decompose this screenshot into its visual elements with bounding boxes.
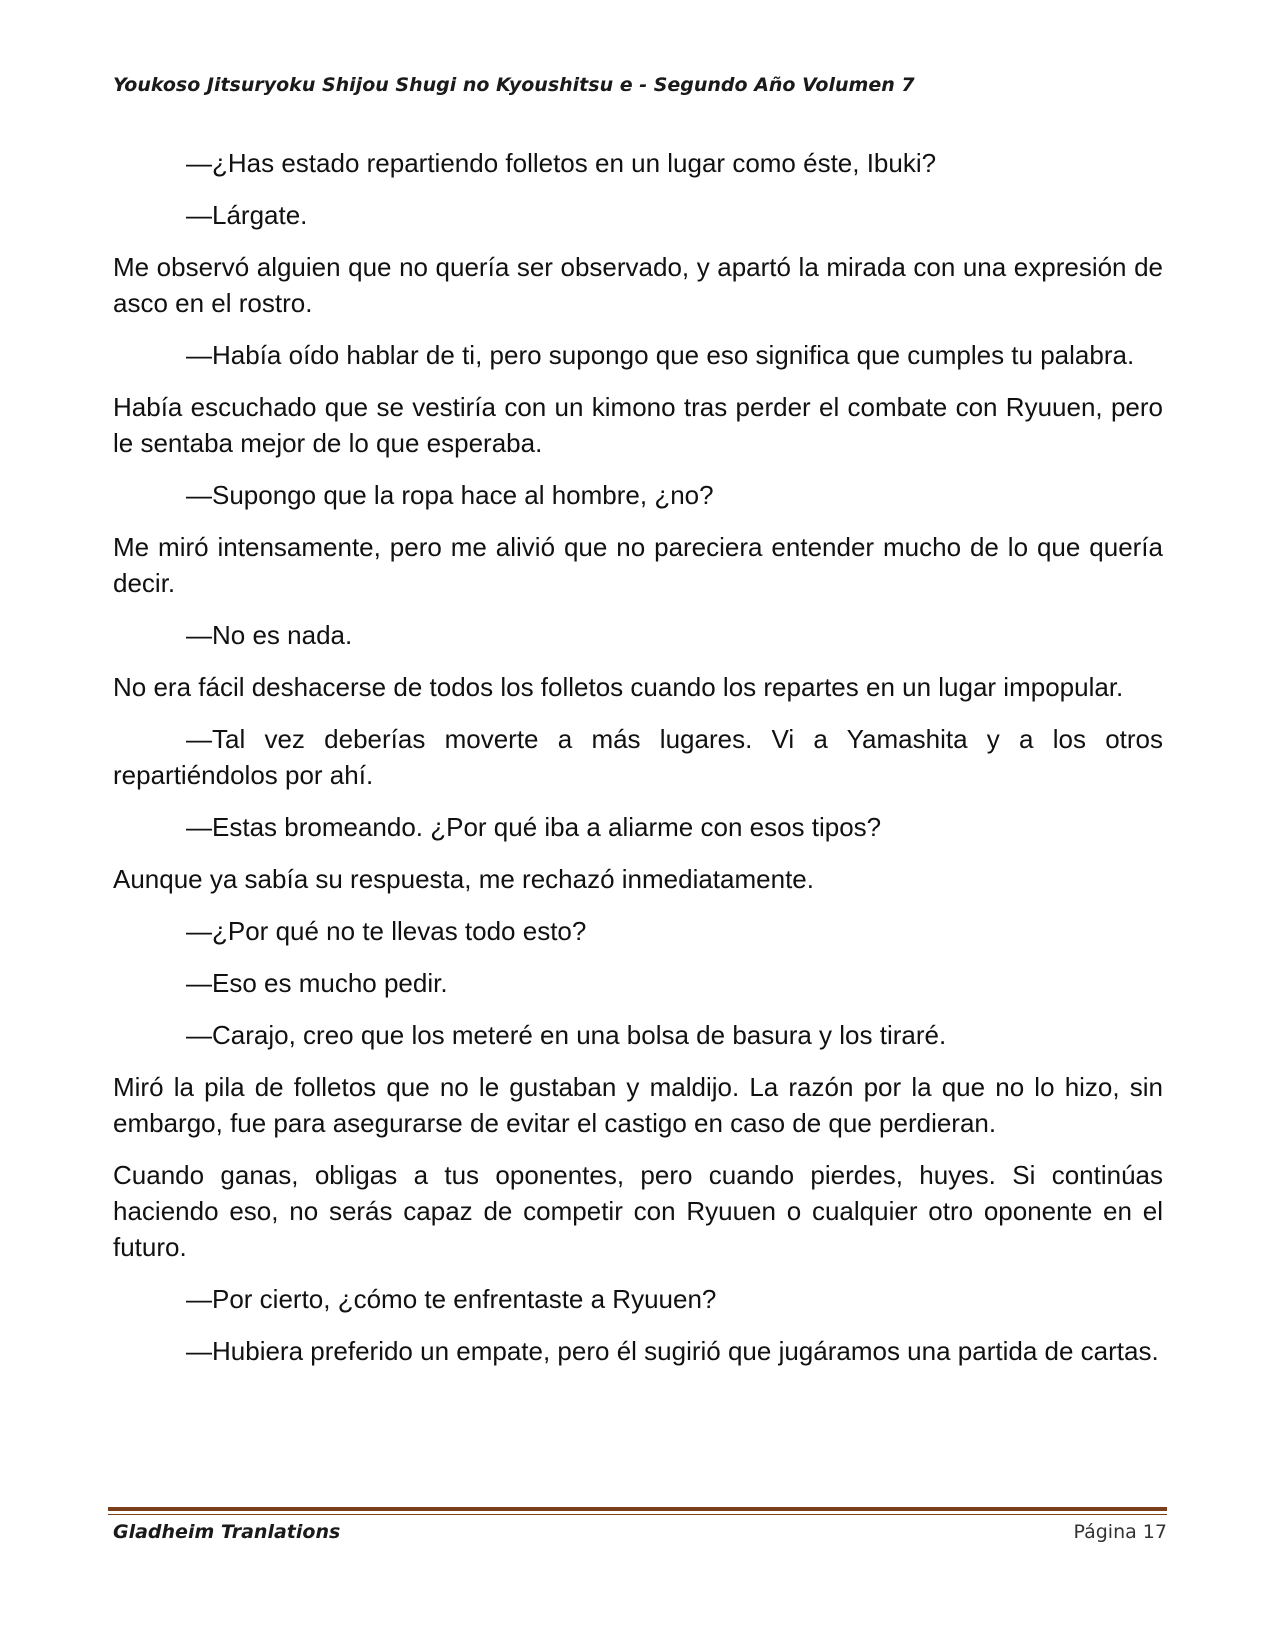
footer-translator: Gladheim Tranlations — [113, 1521, 341, 1543]
footer-page-number: Página 17 — [1073, 1521, 1167, 1543]
footer-divider-thin — [108, 1514, 1167, 1515]
paragraph: Miró la pila de folletos que no le gustaban y maldijo. La razón por la que no lo hizo, sin embargo, fue para asegurarse de evitar el castigo en caso de que perdieran. — [113, 1072, 1163, 1138]
paragraph: —Por cierto, ¿cómo te enfrentaste a Ryuuen? — [186, 1284, 717, 1314]
paragraph: —Había oído hablar de ti, pero supongo que eso significa que cumples tu palabra. — [186, 340, 1135, 370]
paragraph: —Hubiera preferido un empate, pero él sugirió que jugáramos una partida de cartas. — [186, 1336, 1159, 1366]
footer-divider-thick — [108, 1507, 1167, 1511]
paragraph: —¿Por qué no te llevas todo esto? — [186, 916, 587, 946]
paragraph: —¿Has estado repartiendo folletos en un lugar como éste, Ibuki? — [186, 148, 937, 178]
paragraph: —Carajo, creo que los meteré en una bolsa de basura y los tiraré. — [186, 1020, 947, 1050]
paragraph: —Estas bromeando. ¿Por qué iba a aliarme con esos tipos? — [186, 812, 882, 842]
paragraph: —Lárgate. — [186, 200, 308, 230]
paragraph: Cuando ganas, obligas a tus oponentes, pero cuando pierdes, huyes. Si continúas haciendo eso, no serás capaz de competir con Ryuuen o cualquier otro oponente en el futuro. — [113, 1160, 1163, 1262]
paragraph: Aunque ya sabía su respuesta, me rechazó inmediatamente. — [113, 864, 814, 894]
paragraph: —Tal vez deberías moverte a más lugares. Vi a Yamashita y a los otros repartiéndolos por ahí. — [113, 724, 1163, 790]
paragraph: —Eso es mucho pedir. — [186, 968, 448, 998]
paragraph: Había escuchado que se vestiría con un kimono tras perder el combate con Ryuuen, pero le sentaba mejor de lo que esperaba. — [113, 392, 1163, 458]
paragraph: Me observó alguien que no quería ser observado, y apartó la mirada con una expresión de asco en el rostro. — [113, 252, 1163, 318]
page-body — [113, 145, 1163, 1385]
paragraph: No era fácil deshacerse de todos los folletos cuando los repartes en un lugar impopular. — [113, 672, 1124, 702]
paragraph: —Supongo que la ropa hace al hombre, ¿no? — [186, 480, 714, 510]
paragraph: Me miró intensamente, pero me alivió que no pareciera entender mucho de lo que quería decir. — [113, 532, 1163, 598]
page-header-title: Youkoso Jitsuryoku Shijou Shugi no Kyoushitsu e - Segundo Año Volumen 7 — [113, 74, 915, 96]
paragraph: —No es nada. — [186, 620, 353, 650]
